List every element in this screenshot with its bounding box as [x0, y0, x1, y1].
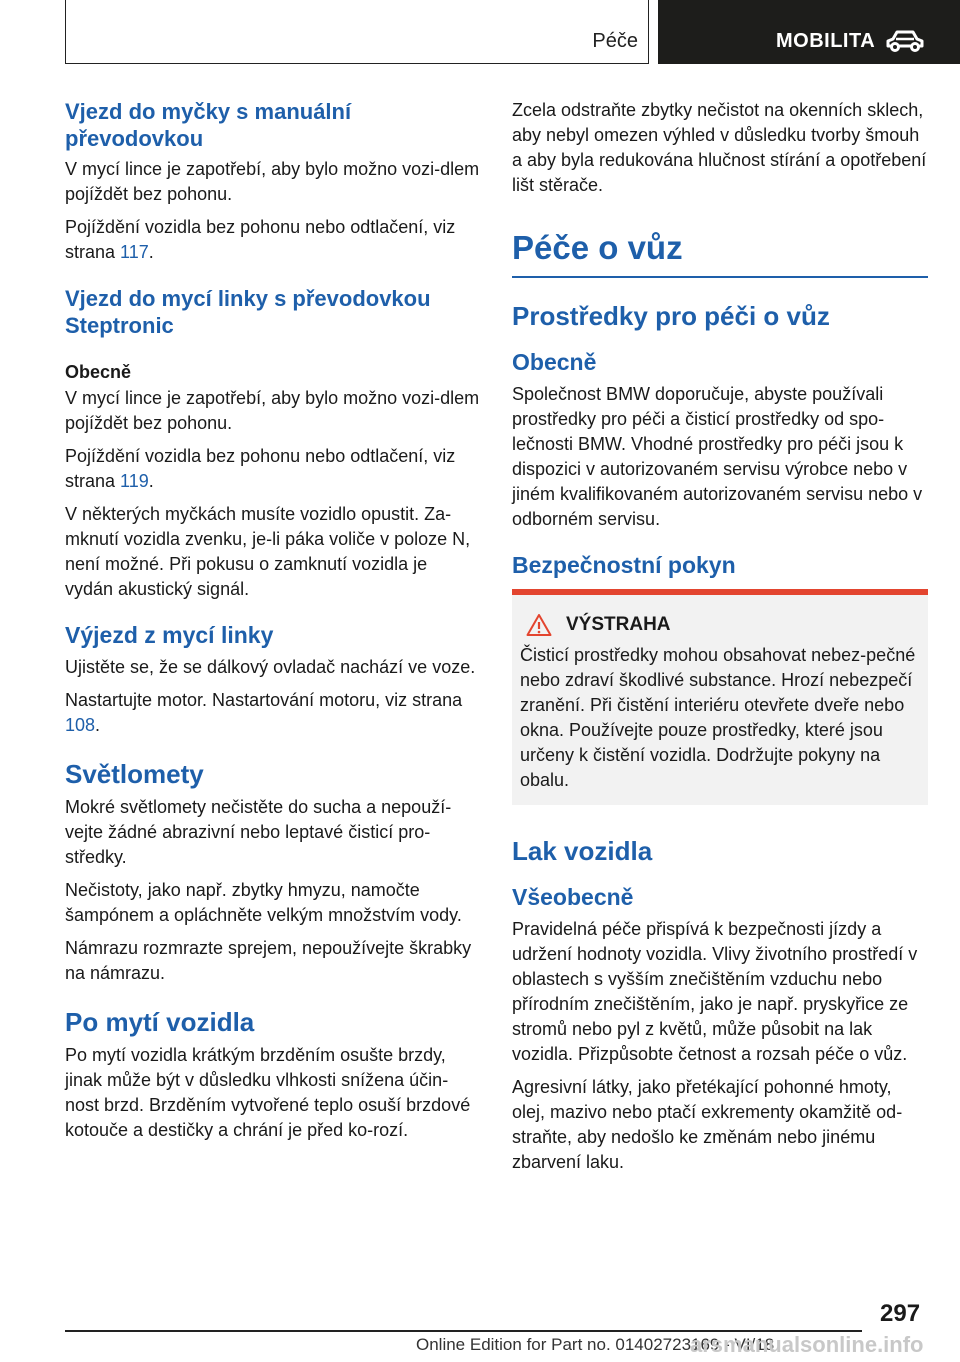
heading-exit-wash: Výjezd z mycí linky — [65, 622, 274, 648]
text-exit-2: Nastartujte motor. Nastartování motoru, viz strana 108. — [65, 690, 463, 735]
text-headlights-1: Mokré světlomety nečistěte do sucha a nepouží‐vejte žádné abrazivní nebo leptavé čisticí pro‐středky. — [65, 797, 452, 867]
page-link-117[interactable]: 117 — [120, 242, 149, 262]
text-step-3: V některých myčkách musíte vozidlo opustit. Za‐mknutí vozidla zvenku, je-li páka voliče v poloze N, není možné. Při pokusu o zamknutí vozidla je vydán akustický signál. — [65, 504, 471, 599]
text-headlights-3: Námrazu rozmrazte sprejem, nepoužívejte škrabky na námrazu. — [65, 938, 472, 983]
text-headlights-2: Nečistoty, jako např. zbytky hmyzu, namočte šampónem a opláchněte velkým množstvím vody. — [65, 880, 462, 925]
right-column — [512, 98, 928, 1183]
heading-general-right: Obecně — [512, 349, 597, 375]
header-section-box — [65, 0, 649, 64]
heading-general: Obecně — [65, 362, 132, 382]
heading-manual-wash: Vjezd do myčky s manuální převodovkou — [65, 99, 352, 151]
text-paint-1: Pravidelná péče přispívá k bezpečnosti jízdy a udržení hodnoty vozidla. Vlivy životního prostředí v oblastech s vyšším znečištěním vzduchu nebo přírodním znečištěním, jako je např. pryskyřice ze stromů nebo pyl z květů, může působit na lak vozidla. Přizpůsobte četnost a rozsah péče o vůz. — [512, 919, 918, 1064]
footer-edition: Online Edition for Part no. 01402723169 - VI/18 — [416, 1335, 775, 1354]
warning-text: Čisticí prostředky mohou obsahovat nebez‐pečné nebo zdraví škodlivé substance. Hrozí nebezpečí zranění. Při čistění interiéru otevřete dveře nebo okna. Používejte pouze prostředky, které jsou určeny k čistění vozidla. Dodržujte pokyny na obalu. — [520, 645, 916, 790]
watermark: arsmanualsonline.info — [690, 1332, 924, 1357]
page-number: 297 — [880, 1300, 921, 1327]
heading-car-care: Péče o vůz — [512, 229, 683, 266]
text-step-2-body: Pojíždění vozidla bez pohonu nebo odtlačení, viz strana — [65, 446, 456, 491]
text-manual-1: V mycí lince je zapotřebí, aby bylo možno vozi‐dlem pojíždět bez pohonu. — [65, 159, 480, 204]
heading-care-products: Prostředky pro péči o vůz — [512, 301, 830, 331]
text-exit-2-body: Nastartujte motor. Nastartování motoru, viz strana — [65, 690, 463, 710]
page-link-119[interactable]: 119 — [120, 471, 149, 491]
heading-safety-notice: Bezpečnostní pokyn — [512, 552, 736, 578]
warning-title: VÝSTRAHA — [566, 614, 671, 635]
text-paint-2: Agresivní látky, jako přetékající pohonné hmoty, olej, mazivo nebo ptačí exkrementy okamžitě od‐straňte, aby nedošlo ke změnám nebo jinému zbarvení laku. — [512, 1077, 903, 1172]
heading-general-paint: Všeobecně — [512, 884, 634, 910]
text-step-1: V mycí lince je zapotřebí, aby bylo možno vozi‐dlem pojíždět bez pohonu. — [65, 388, 480, 433]
car-icon — [884, 28, 926, 54]
text-care-products: Společnost BMW doporučuje, abyste používali prostředky pro péči a čisticí prostředky od spo‐lečnosti BMW. Vhodné prostředky pro péči jsou k dispozici v autorizovaném servisu výrobce nebo v jiném kvalifikovaném autorizovaném servisu nebo v odborném servisu. — [512, 384, 923, 529]
text-exit-1: Ujistěte se, že se dálkový ovladač nachází ve voze. — [65, 657, 476, 677]
heading-paint: Lak vozidla — [512, 836, 653, 866]
text-after-wash: Po mytí vozidla krátkým brzděním osušte brzdy, jinak může být v důsledku vlhkosti snížena účin‐nost brzd. Brzděním vytvořené teplo osuší brzdové kotouče a destičky a chrání je před ko‐rozí. — [65, 1045, 471, 1140]
warning-header — [520, 613, 920, 637]
text-step-2: Pojíždění vozidla bez pohonu nebo odtlačení, viz strana 119. — [65, 446, 456, 491]
warning-box — [512, 589, 928, 805]
heading-rule — [512, 276, 928, 278]
heading-headlights: Světlomety — [65, 759, 204, 789]
text-manual-2: Pojíždění vozidla bez pohonu nebo odtlačení, viz strana 117. — [65, 217, 456, 262]
left-column — [65, 98, 480, 1151]
heading-after-wash: Po mytí vozidla — [65, 1007, 255, 1037]
warning-triangle-icon — [526, 613, 552, 637]
page-link-108[interactable]: 108 — [65, 715, 96, 735]
text-manual-2-body: Pojíždění vozidla bez pohonu nebo odtlačení, viz strana — [65, 217, 456, 262]
header-section-title: Péče — [592, 30, 638, 52]
heading-steptronic-wash: Vjezd do mycí linky s převodovkou Steptronic — [65, 286, 431, 338]
header-chapter-tab — [658, 0, 960, 64]
text-window-cleaning: Zcela odstraňte zbytky nečistot na okenních sklech, aby nebyl omezen výhled v důsledku tvorby šmouh a aby byla redukována hlučnost stírání a opotřebení lišt stěrače. — [512, 100, 927, 195]
header-chapter-label: MOBILITA — [776, 30, 876, 52]
